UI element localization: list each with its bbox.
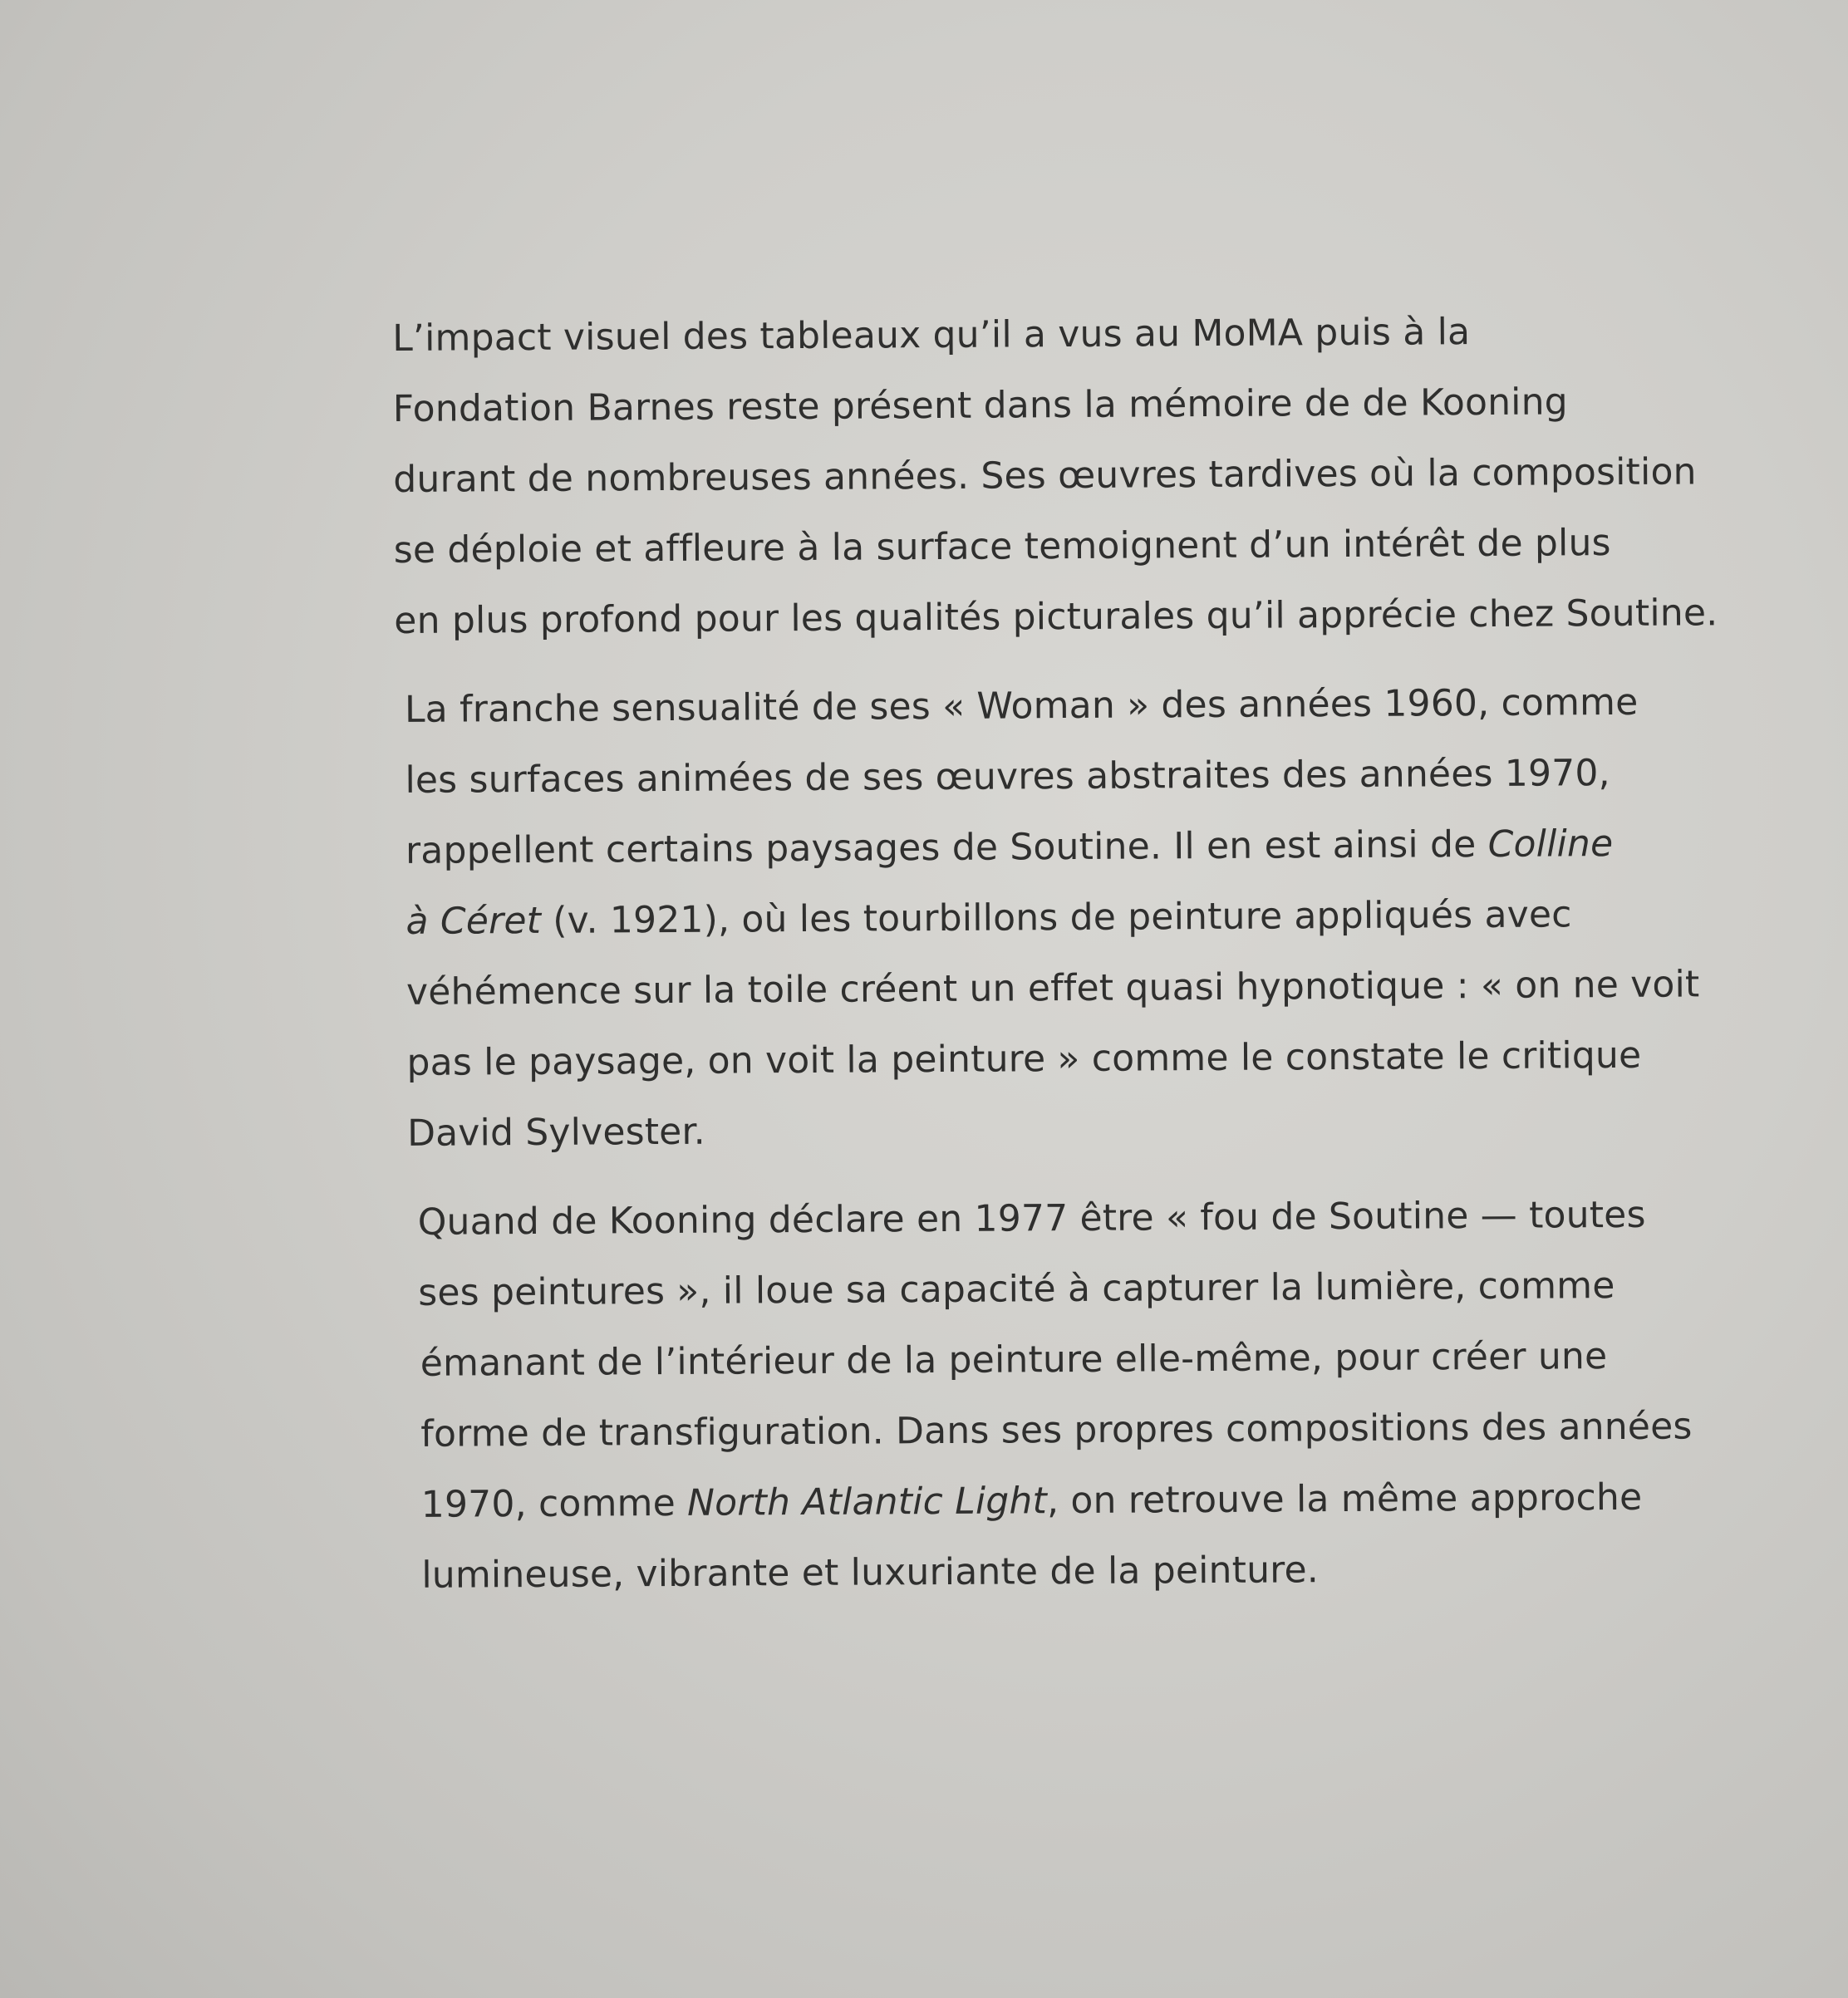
- text-line: pas le paysage, on voit la peinture » comme le constate le critique: [406, 1033, 1642, 1084]
- text-line: ses peintures », il loue sa capacité à capturer la lumière, comme: [418, 1264, 1615, 1314]
- artwork-title-italic: North Atlantic Light: [686, 1480, 1048, 1524]
- text-line: L’impact visuel des tableaux qu’il a vus au MoMA puis à la: [392, 311, 1471, 360]
- paragraph-3: [417, 1179, 1796, 1611]
- text-line: forme de transfiguration. Dans ses propres compositions des années: [420, 1405, 1693, 1456]
- text-line: David Sylvester.: [406, 1110, 706, 1155]
- text-line: 1970, comme North Atlantic Light, on retrouve la même approche: [420, 1475, 1643, 1526]
- text-line: émanant de l’intérieur de la peinture elle-même, pour créer une: [420, 1335, 1608, 1385]
- text-line: lumineuse, vibrante et luxuriante de la peinture.: [421, 1549, 1320, 1597]
- text-line: Fondation Barnes reste présent dans la mémoire de de Kooning: [392, 380, 1569, 430]
- text-line: se déploie et affleure à la surface temoignent d’un intérêt de plus: [393, 522, 1611, 572]
- text-line: durant de nombreuses années. Ses œuvres tardives où la composition: [393, 450, 1697, 501]
- text-line: véhémence sur la toile créent un effet quasi hypnotique : « on ne voit: [405, 963, 1700, 1014]
- text-line: La franche sensualité de ses « Woman » des années 1960, comme: [404, 680, 1639, 731]
- artwork-title-italic: à Céret: [405, 899, 542, 943]
- text-line: en plus profond pour les qualités picturales qu’il apprécie chez Soutine.: [394, 592, 1718, 642]
- text-line: à Céret (v. 1921), où les tourbillons de peinture appliqués avec: [405, 893, 1572, 943]
- paragraph-2: [405, 666, 1794, 1169]
- paragraph-1: [392, 295, 1791, 656]
- text-line: Quand de Kooning déclare en 1977 être « fou de Soutine — toutes: [417, 1193, 1646, 1244]
- text-line: rappellent certains paysages de Soutine. Il en est ainsi de Colline: [405, 822, 1614, 872]
- text-line: les surfaces animées de ses œuvres abstraites des années 1970,: [405, 752, 1610, 802]
- wall-text-block: [392, 295, 1796, 1629]
- artwork-title-italic: Colline: [1487, 822, 1614, 866]
